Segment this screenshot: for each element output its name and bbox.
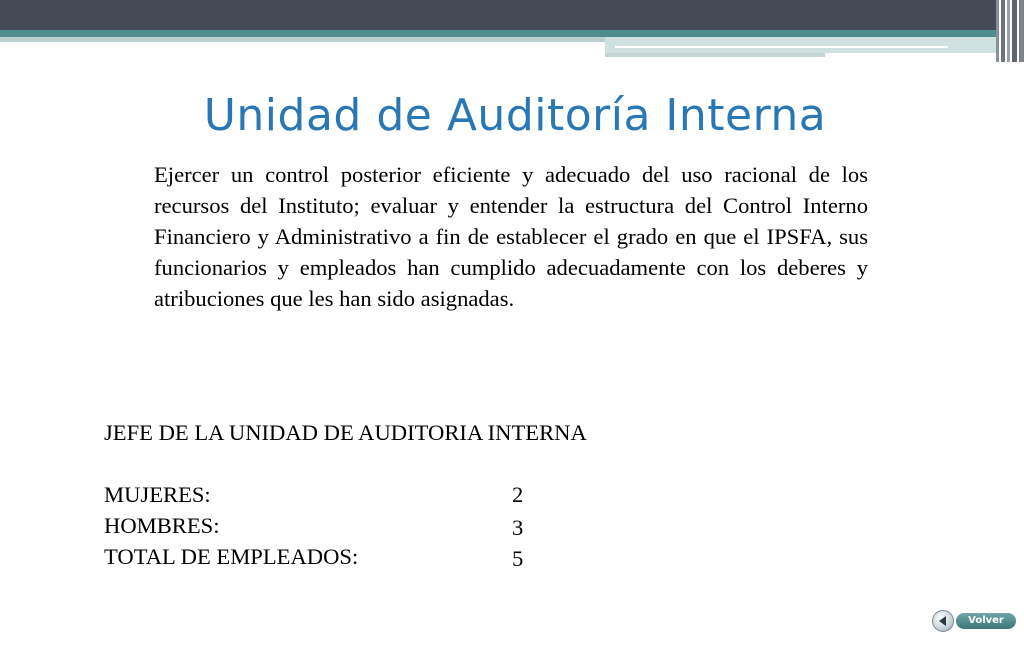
stat-label-mujeres: MUJERES: — [104, 482, 211, 507]
stat-value-total: 5 — [512, 546, 524, 571]
unit-description: Ejercer un control posterior eficiente y adecuado del uso racional de los recursos del Instituto; evaluar y entender la estructura del Control Interno Financiero y Administrativo a fin de establecer el grado en que el IPSFA, sus funcionarios y empleados han cumplido adecuadamente con los deberes y atribuciones que les han sido asignadas. — [154, 162, 868, 311]
slide-title: Unidad de Auditoría Interna — [203, 90, 827, 141]
back-button-circle — [932, 610, 954, 632]
unit-head-label: JEFE DE LA UNIDAD DE AUDITORIA INTERNA — [104, 420, 587, 445]
stat-value-mujeres: 2 — [512, 482, 524, 507]
header-bar — [0, 0, 1024, 30]
header-stripes — [996, 0, 1024, 62]
back-button[interactable] — [932, 610, 1016, 632]
stat-value-hombres: 3 — [512, 515, 524, 540]
back-button-label: Volver — [956, 613, 1016, 629]
stat-label-hombres: HOMBRES: — [104, 513, 220, 538]
header-light-band — [0, 37, 605, 42]
header-accent-band — [0, 30, 1024, 37]
left-arrow-icon — [939, 616, 946, 626]
stat-label-total: TOTAL DE EMPLEADOS: — [104, 544, 359, 569]
header-light-band-right — [605, 37, 1000, 53]
header-light-band-lower — [605, 53, 825, 57]
header-divider-line — [615, 46, 948, 48]
